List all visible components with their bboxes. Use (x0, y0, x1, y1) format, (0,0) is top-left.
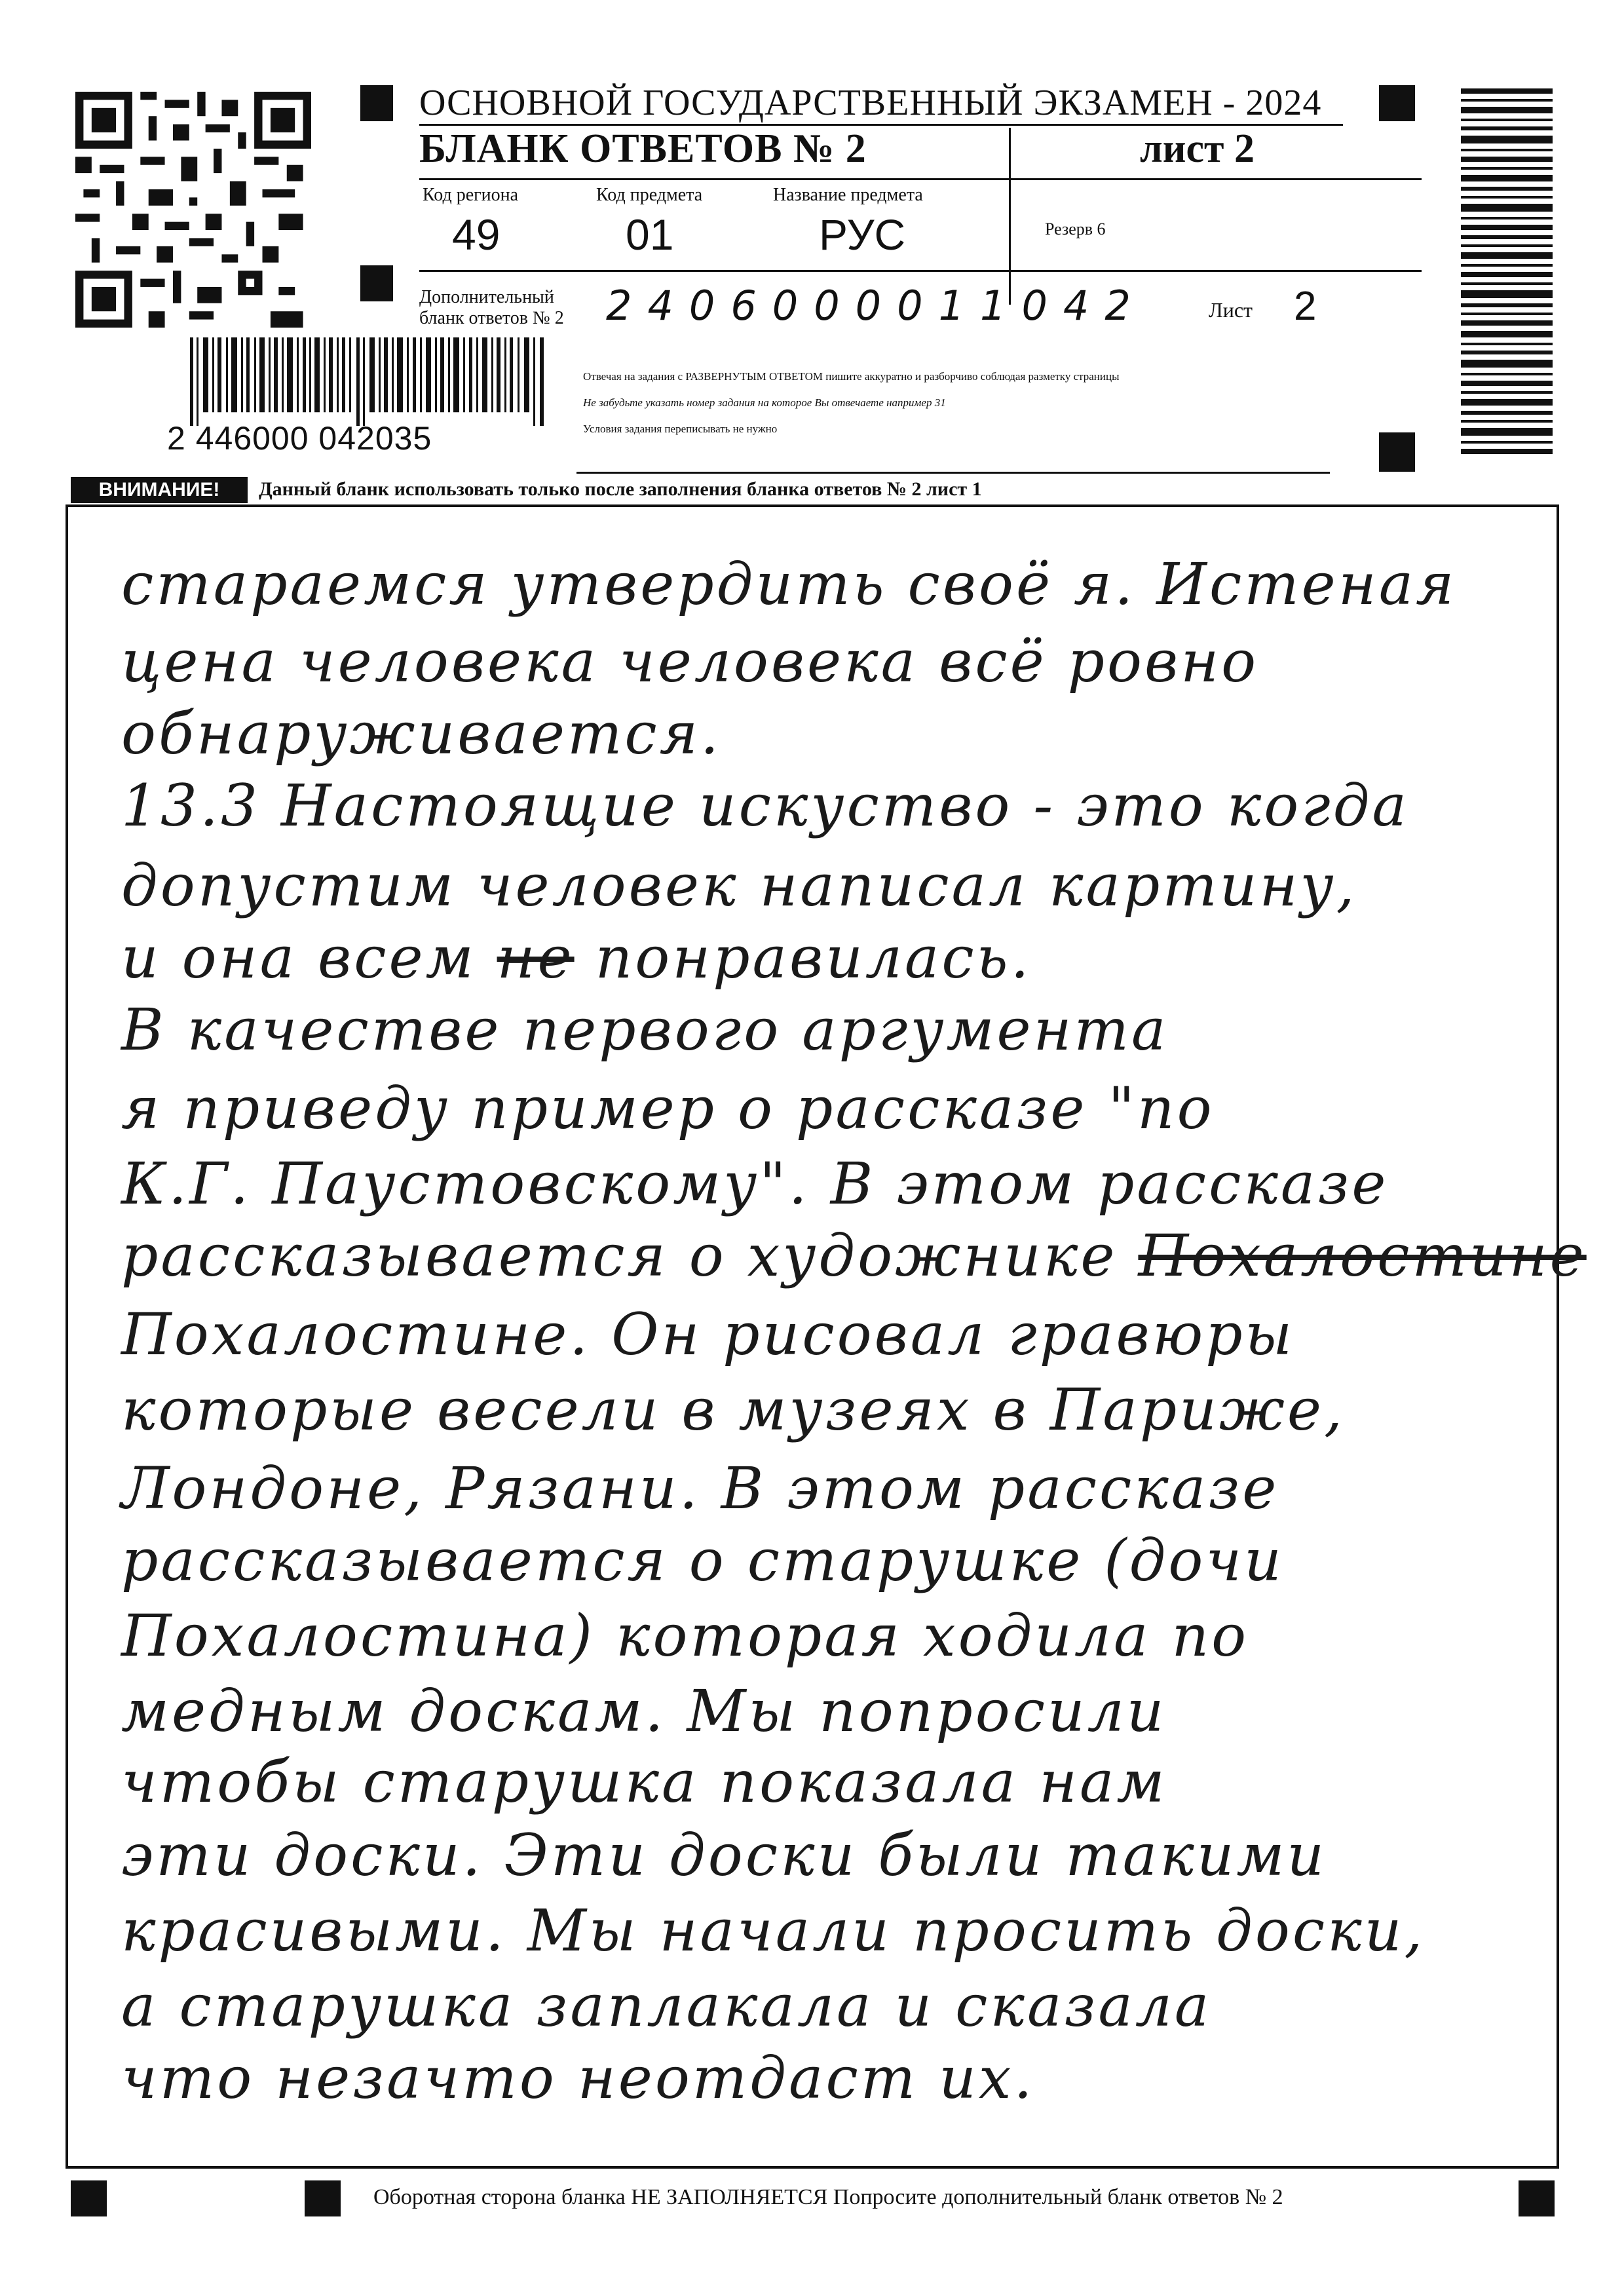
handwritten-line: стараемся утвердить своё я. Истеная (121, 550, 1457, 618)
handwritten-line: обнаруживается. (121, 700, 721, 767)
additional-label-line: Дополнительный (419, 287, 554, 307)
subject-name-label: Название предмета (773, 185, 923, 205)
handwritten-line: что незачто неотдаст их. (121, 2044, 1035, 2112)
region-label: Код региона (423, 185, 519, 205)
handwritten-line: рассказывается о старушке (дочи (121, 1527, 1284, 1594)
horizontal-barcode (190, 337, 547, 426)
handwritten-line: эти доски. Эти доски были такими (121, 1821, 1327, 1889)
additional-form-label (419, 287, 564, 329)
handwritten-line: и она всем не понравилась. (121, 924, 1032, 991)
handwritten-line: медным доскам. Мы попросили (121, 1677, 1167, 1745)
handwritten-line: а старушка заплакала и сказала (121, 1972, 1212, 2040)
instruction-line: Отвечая на задания с РАЗВЕРНУТЫМ ОТВЕТОМ пишите аккуратно и разборчиво соблюдая разметку страницы (583, 370, 1120, 383)
alignment-marker (1519, 2180, 1555, 2216)
barcode-number: 2 446000 042035 (167, 420, 432, 457)
sheet-title: лист 2 (1140, 126, 1255, 171)
alignment-marker (305, 2180, 341, 2216)
form-title: БЛАНК ОТВЕТОВ № 2 (419, 126, 867, 171)
qr-code (75, 92, 311, 328)
footer-note: Оборотная сторона бланка НЕ ЗАПОЛНЯЕТСЯ Попросите дополнительный бланк ответов № 2 (373, 2185, 1283, 2209)
struck-word: Похалостине (1138, 1222, 1587, 1289)
handwritten-line: К.Г. Паустовскому". В этом рассказе (121, 1150, 1389, 1217)
warning-text: Данный бланк использовать только после заполнения бланка ответов № 2 лист 1 (259, 478, 982, 500)
handwritten-line: я приведу пример о рассказе "по (121, 1074, 1215, 1142)
handwritten-line: Лондоне, Рязани. В этом рассказе (121, 1455, 1279, 1522)
handwritten-line: чтобы старушка показала нам (121, 1748, 1167, 1816)
list-value: 2 (1294, 284, 1317, 329)
handwritten-line: В качестве первого аргумента (121, 996, 1169, 1063)
handwritten-line: цена человека человека всё ровно (121, 628, 1259, 695)
divider (576, 472, 1330, 474)
alignment-marker (360, 85, 393, 121)
subject-code-label: Код предмета (596, 185, 703, 205)
subject-code-value: 01 (626, 210, 674, 259)
handwritten-line: допустим человек написал картину, (121, 852, 1357, 919)
handwritten-line: рассказывается о художнике Похалостине (121, 1222, 1587, 1289)
region-value: 49 (452, 210, 500, 259)
alignment-marker (360, 265, 393, 301)
divider (1009, 128, 1011, 305)
list-label: Лист (1209, 298, 1253, 322)
handwritten-line: Похалостине. Он рисовал гравюры (121, 1301, 1295, 1368)
handwritten-line: красивыми. Мы начали просить доски, (121, 1897, 1426, 1964)
alignment-marker (1379, 432, 1415, 472)
warning-badge: ВНИМАНИЕ! (71, 477, 248, 503)
alignment-marker (71, 2180, 107, 2216)
additional-label-line: бланк ответов № 2 (419, 308, 564, 328)
handwritten-line: Похалостина) которая ходила по (121, 1602, 1249, 1669)
vertical-barcode (1461, 88, 1553, 455)
subject-name-value: РУС (819, 210, 906, 259)
reserve-label: Резерв 6 (1045, 219, 1106, 238)
handwritten-line: которые весели в музеях в Париже, (121, 1376, 1345, 1443)
instruction-line: Условия задания переписывать не нужно (583, 423, 778, 435)
alignment-marker (1379, 85, 1415, 121)
instruction-line: Не забудьте указать номер задания на которое Вы отвечаете например 31 (583, 396, 946, 409)
divider (419, 270, 1422, 272)
additional-form-number: 2406000011042 (606, 282, 1146, 330)
divider (419, 178, 1422, 180)
handwritten-line: 13.3 Настоящие искуство - это когда (121, 772, 1409, 839)
exam-title: ОСНОВНОЙ ГОСУДАРСТВЕННЫЙ ЭКЗАМЕН - 2024 (419, 82, 1343, 126)
struck-word: не (497, 924, 575, 991)
